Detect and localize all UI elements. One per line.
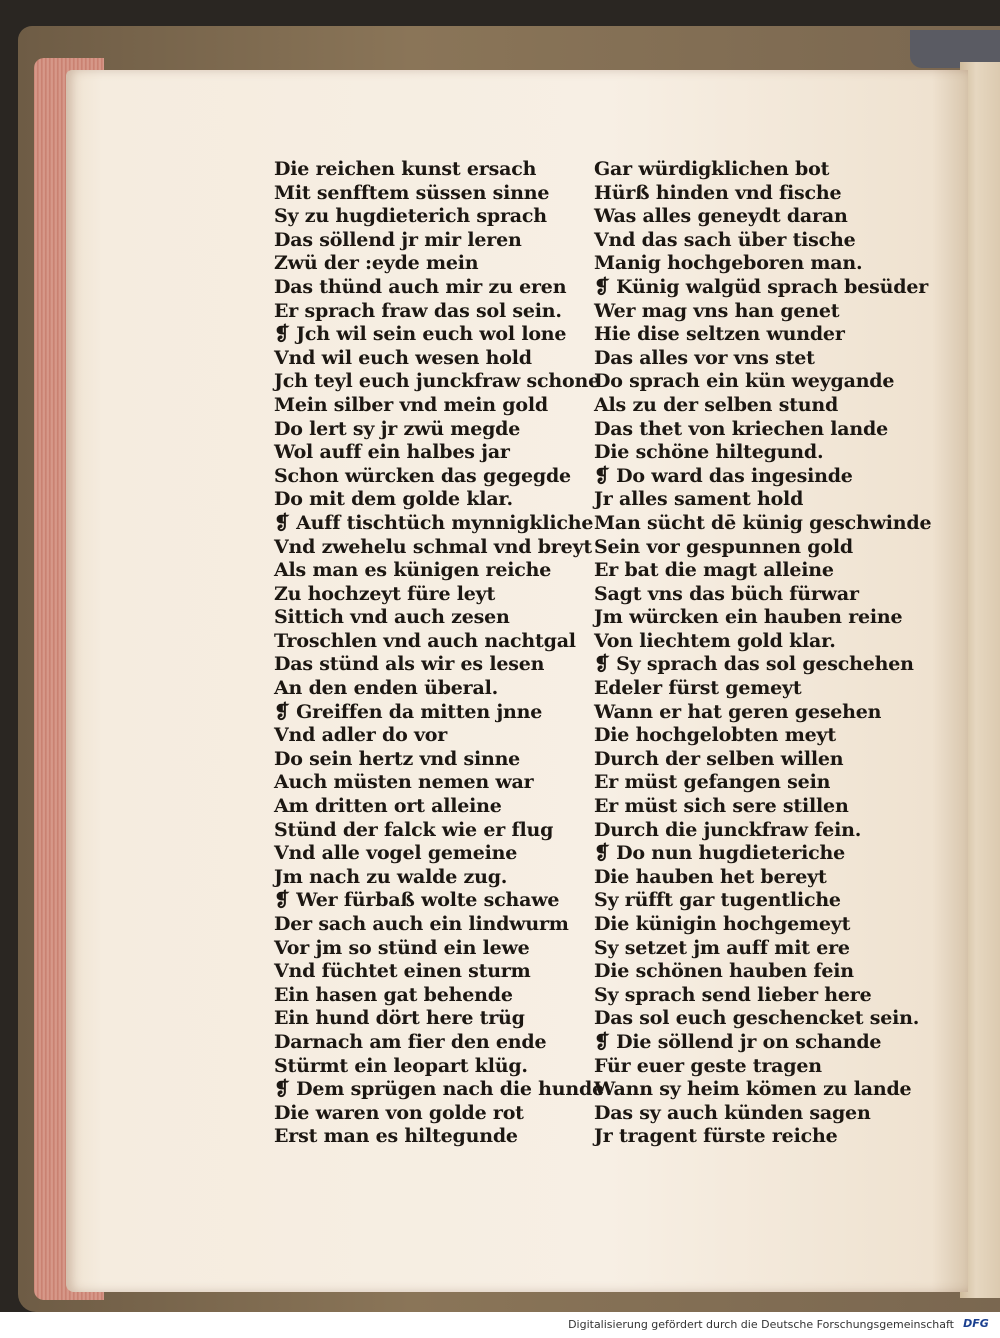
left-column-line: Die waren von golde rot bbox=[274, 1101, 524, 1124]
left-column-line: Das söllend jr mir leren bbox=[274, 228, 522, 251]
right-column-line: Sein vor gespunnen gold bbox=[594, 535, 853, 558]
left-column-line: Am dritten ort alleine bbox=[274, 795, 502, 818]
right-column-line: Er müst gefangen sein bbox=[594, 771, 831, 794]
text-column-right bbox=[594, 158, 932, 1149]
right-column-line: Vnd das sach über tische bbox=[594, 228, 856, 251]
left-column-line: ❡ Wer fürbaß wolte schawe bbox=[274, 889, 560, 912]
right-column-line: Hürß hinden vnd fische bbox=[594, 181, 842, 204]
left-column-line: ❡ Auff tischtüch mynnigkliche bbox=[274, 511, 594, 534]
right-column-line: Wer mag vns han genet bbox=[594, 299, 840, 322]
right-column-line: Man sücht dē künig geschwinde bbox=[594, 511, 932, 534]
right-column-line: Die hauben het bereyt bbox=[594, 865, 827, 888]
right-column-line: ❡ Sy sprach das sol geschehen bbox=[594, 653, 914, 676]
right-column-line: Die hochgelobten meyt bbox=[594, 724, 836, 747]
left-column-line: Do lert sy jr zwü megde bbox=[274, 417, 521, 440]
right-column-line: Er müst sich sere stillen bbox=[594, 795, 849, 818]
left-column-line: ❡ Greiffen da mitten jnne bbox=[274, 700, 543, 723]
left-column-line: Zu hochzeyt füre leyt bbox=[274, 582, 496, 605]
left-column-line: Erst man es hiltegunde bbox=[274, 1125, 518, 1148]
left-column-line: Do mit dem golde klar. bbox=[274, 488, 513, 511]
left-column-line: Vnd adler do vor bbox=[274, 724, 448, 747]
left-column-line: Troschlen vnd auch nachtgal bbox=[274, 629, 576, 652]
right-column-line: Sagt vns das büch fürwar bbox=[594, 582, 859, 605]
right-column-line: Jr alles sament hold bbox=[594, 488, 804, 511]
left-column-line: Do sein hertz vnd sinne bbox=[274, 747, 521, 770]
left-column-line: An den enden überal. bbox=[274, 677, 499, 700]
left-column-line: Jch teyl euch junckfraw schone bbox=[274, 370, 600, 393]
right-column-line: Edeler fürst gemeyt bbox=[594, 677, 802, 700]
left-column-line: Schon würcken das gegegde bbox=[274, 464, 571, 487]
left-column-line: Er sprach fraw das sol sein. bbox=[274, 299, 562, 322]
right-column-line: Wann er hat geren gesehen bbox=[594, 700, 882, 723]
left-column-line: Das stünd als wir es lesen bbox=[274, 653, 545, 676]
right-column-line: Sy rüfft gar tugentliche bbox=[594, 889, 841, 912]
left-column-line: Vnd füchtet einen sturm bbox=[274, 960, 531, 983]
left-column-line: Mit senfftem süssen sinne bbox=[274, 181, 550, 204]
right-column-line: ❡ Do ward das ingesinde bbox=[594, 464, 853, 487]
right-column-line: Durch der selben willen bbox=[594, 747, 844, 770]
right-column-line: ❡ Künig walgüd sprach besüder bbox=[594, 275, 929, 298]
left-column-line: Als man es künigen reiche bbox=[274, 559, 552, 582]
right-column-line: Die schönen hauben fein bbox=[594, 960, 854, 983]
right-column-line: Hie dise seltzen wunder bbox=[594, 323, 845, 346]
right-column-line: ❡ Do nun hugdieteriche bbox=[594, 842, 846, 865]
right-column-line: Für euer geste tragen bbox=[594, 1054, 822, 1077]
left-column-line: Mein silber vnd mein gold bbox=[274, 393, 548, 416]
right-column-line: Jm würcken ein hauben reine bbox=[594, 606, 903, 629]
right-column-line: Sy setzet jm auff mit ere bbox=[594, 936, 850, 959]
right-column-line: Die schöne hiltegund. bbox=[594, 441, 824, 464]
right-column-line: Von liechtem gold klar. bbox=[594, 629, 836, 652]
right-column-line: Das alles vor vns stet bbox=[594, 346, 815, 369]
left-column-line: Ein hasen gat behende bbox=[274, 983, 513, 1006]
right-column-line: Jr tragent fürste reiche bbox=[594, 1125, 838, 1148]
right-column-line: Die künigin hochgemeyt bbox=[594, 913, 851, 935]
right-column-line: Wann sy heim kömen zu lande bbox=[594, 1078, 912, 1101]
left-column-line: Sy zu hugdieterich sprach bbox=[274, 205, 547, 228]
left-column-line: Stünd der falck wie er flug bbox=[274, 818, 554, 841]
dfg-logo: DFG bbox=[963, 1317, 989, 1330]
right-column-line: Das sol euch geschencket sein. bbox=[594, 1007, 920, 1030]
left-column-line: Vor jm so stünd ein lewe bbox=[274, 936, 530, 959]
right-column-line: Durch die junckfraw fein. bbox=[594, 818, 862, 841]
right-column-line: Das sy auch künden sagen bbox=[594, 1101, 871, 1124]
left-column-line: ❡ Dem sprügen nach die hunde bbox=[274, 1078, 604, 1101]
left-column-line: Ein hund dört here trüg bbox=[274, 1007, 525, 1030]
left-column-line: Darnach am fier den ende bbox=[274, 1030, 547, 1053]
left-column-line: Sittich vnd auch zesen bbox=[274, 606, 510, 629]
right-column-line: Das thet von kriechen lande bbox=[594, 417, 889, 440]
right-column-line: Er bat die magt alleine bbox=[594, 559, 834, 582]
left-column-line: ❡ Jch wil sein euch wol lone bbox=[274, 323, 567, 346]
left-column-line: Die reichen kunst ersach bbox=[274, 158, 537, 180]
right-column-line: Do sprach ein kün weygande bbox=[594, 370, 895, 393]
left-column-line: Vnd alle vogel gemeine bbox=[274, 842, 518, 865]
left-column-line: Zwü der :eyde mein bbox=[274, 252, 479, 275]
right-column-line: Sy sprach send lieber here bbox=[594, 983, 872, 1006]
text-column-left bbox=[274, 158, 604, 1149]
left-column-line: Vnd wil euch wesen hold bbox=[274, 346, 532, 369]
right-column-line: ❡ Die söllend jr on schande bbox=[594, 1030, 882, 1053]
right-column-line: Was alles geneydt daran bbox=[594, 205, 848, 228]
left-column-line: Vnd zwehelu schmal vnd breyt bbox=[274, 535, 592, 558]
left-column-line: Jm nach zu walde zug. bbox=[274, 865, 508, 888]
footer-credit: Digitalisierung gefördert durch die Deutsche Forschungsgemeinschaft bbox=[568, 1318, 954, 1331]
left-column-line: Wol auff ein halbes jar bbox=[274, 441, 510, 464]
left-column-line: Der sach auch ein lindwurm bbox=[274, 913, 569, 935]
left-column-line: Stürmt ein leopart klüg. bbox=[274, 1054, 528, 1077]
right-column-line: Manig hochgeboren man. bbox=[594, 252, 863, 275]
right-column-line: Als zu der selben stund bbox=[594, 393, 839, 416]
right-column-line: Gar würdigklichen bot bbox=[594, 158, 830, 180]
left-column-line: Das thünd auch mir zu eren bbox=[274, 275, 567, 298]
left-column-line: Auch müsten nemen war bbox=[274, 771, 534, 794]
